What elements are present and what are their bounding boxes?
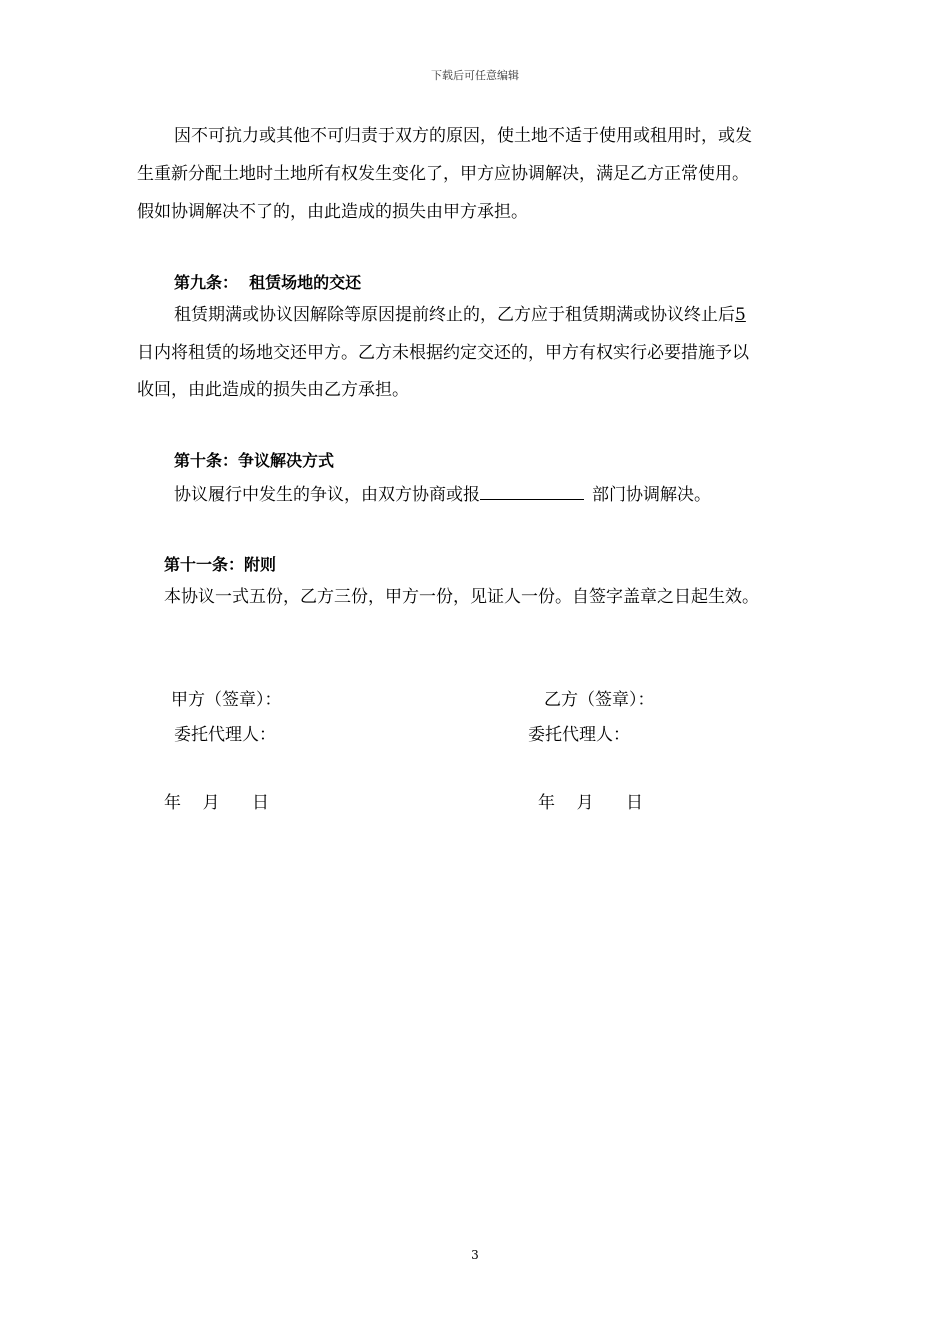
party-a-signature: 甲方（签章）： [171,690,282,710]
para8-line3: 假如协调解决不了的，由此造成的损失由甲方承担。 [137,202,528,222]
article10-line1-text: 协议履行中发生的争议，由双方协商或报 [174,485,480,505]
article9-line1-text: 租赁期满或协议因解除等原因提前终止的，乙方应于租赁期满或协议终止后 [174,305,735,325]
article9-line1 [174,303,746,327]
page-number: 3 [471,1248,479,1262]
party-b-agent: 委托代理人： [528,725,630,745]
para8-line1: 因不可抗力或其他不可归责于双方的原因，使土地不适于使用或租用时，或发 [174,126,752,146]
party-b-date: 年 月 日 [538,793,644,813]
article11-title: 第十一条：附则 [164,555,277,574]
article9-line3: 收回，由此造成的损失由乙方承担。 [137,380,409,400]
party-a-agent: 委托代理人： [174,725,276,745]
department-blank [480,481,584,500]
article9-line2: 日内将租赁的场地交还甲方。乙方未根据约定交还的，甲方有权实行必要措施予以 [137,343,749,363]
article9-title: 第九条： 租赁场地的交还 [174,273,362,292]
para8-line2: 生重新分配土地时土地所有权发生变化了，甲方应协调解决，满足乙方正常使用。 [137,164,749,184]
article11-line1: 本协议一式五份，乙方三份，甲方一份，见证人一份。自签字盖章之日起生效。 [164,587,759,607]
article9-days-number: 5 [735,305,746,325]
article10-title: 第十条：争议解决方式 [174,451,335,470]
party-a-date: 年 月 日 [164,793,270,813]
party-b-signature: 乙方（签章）： [544,690,655,710]
page-header: 下载后可任意编辑 [431,69,519,82]
article10-line1-tail: 部门协调解决。 [592,485,711,505]
article10-line1 [174,481,711,507]
